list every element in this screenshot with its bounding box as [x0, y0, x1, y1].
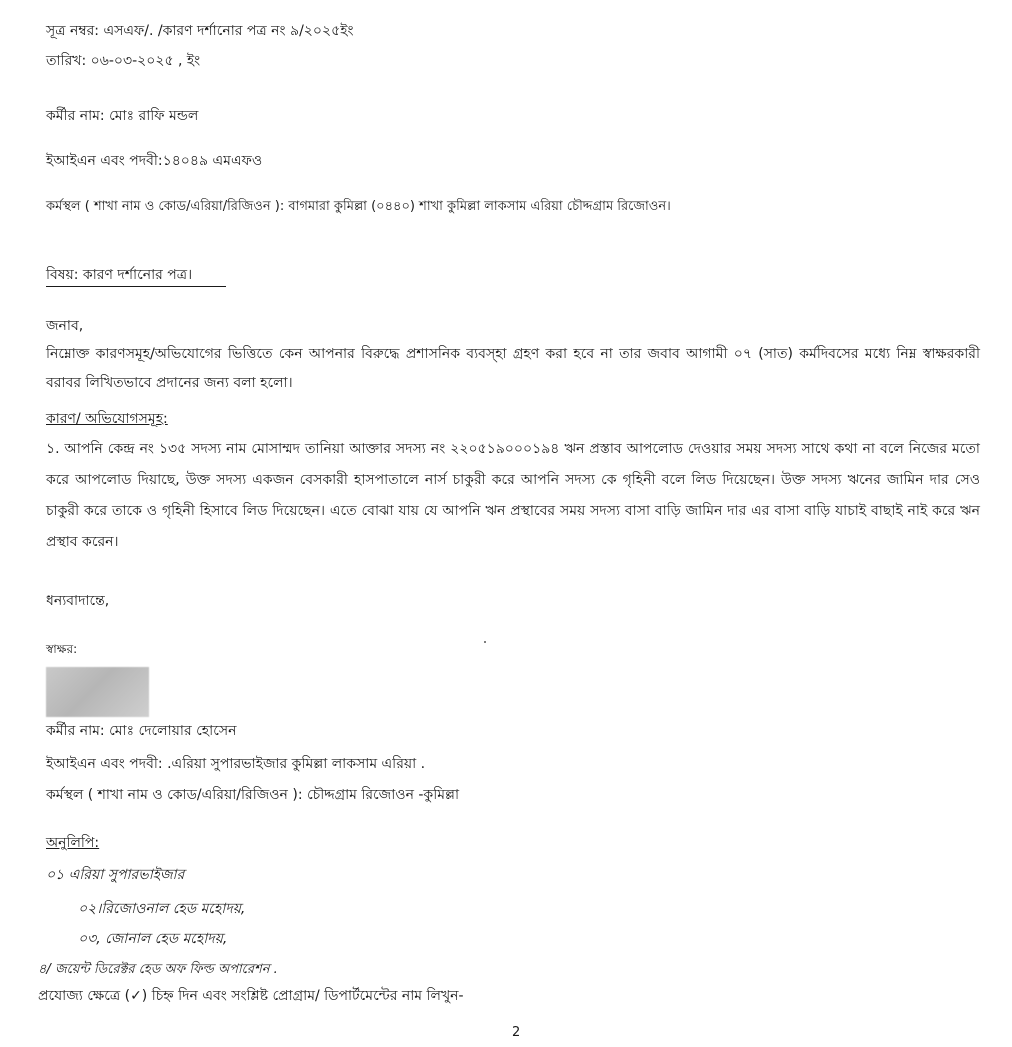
copy-item: ০৩, জোনাল হেড মহোদয়,: [78, 931, 228, 947]
subject-line: বিষয়: কারণ দর্শানোর পত্র।: [46, 267, 193, 283]
stray-mark: [484, 641, 486, 643]
letter-date: তারিখ: ০৬-০৩-২০২৫ , ইং: [46, 53, 201, 69]
reference-number: সূত্র নম্বর: এসএফ/. /কারণ দর্শানোর পত্র নং ৯/২০২৫ইং: [46, 23, 354, 39]
reason-item: ১. আপনি কেন্দ্র নং ১৩৫ সদস্য নাম মোসাম্মদ তানিয়া আক্তার সদস্য নং ২২০৫১৯০০০১৯৪ ঋন প্রস্তাব আপলোড দেওয়ার সময় সদস্য সাথে কথা না বলে নিজের মতো করে আপলোড দিয়াছে, উক্ত সদস্য একজন বেসকারী হাসপাতালে নার্স চাকুরী করে আপনি সদস্য কে গৃহিনী বলে লিড দিয়েছেন। উক্ত সদস্য ঋনের জামিন দার সেও চাকুরী করে তাকে ও গৃহিনী হিসাবে লিড দিয়েছেন। এতে বোঝা যায় যে আপনি ঋন প্রস্থাবের সময় সদস্য বাসা বাড়ি জামিন দার এর বাসা বাড়ি যাচাই বাছাই নাই করে ঋন প্রস্থাব করেন।: [46, 441, 980, 550]
closing: ধন্যবাদান্তে,: [46, 593, 110, 609]
page-number: 2: [512, 1025, 521, 1040]
subject-underline: [46, 286, 226, 287]
employee-workplace: কর্মস্থল ( শাখা নাম ও কোড/এরিয়া/রিজিওন ): বাগমারা কুমিল্লা (০৪৪০) শাখা কুমিল্লা লাকসাম এরিয়া চৌদ্দগ্রাম রিজোওন।: [46, 199, 671, 214]
signature-label: স্বাক্ষর:: [46, 642, 78, 656]
signature-image: [46, 667, 149, 717]
employee-ein-designation: ইআইএন এবং পদবী:১৪০৪৯ এমএফও: [46, 153, 263, 169]
copies-note: প্রযোজ্য ক্ষেত্রে (✓) চিহ্ন দিন এবং সংশ্লিষ্ট প্রোগ্রাম/ ডিপার্টমেন্টের নাম লিখুন-: [38, 988, 464, 1004]
copy-item: ০২।রিজোওনাল হেড মহোদয়,: [78, 901, 246, 917]
salutation: জনাব,: [46, 318, 84, 334]
employee-name: কর্মীর নাম: মোঃ রাফি মন্ডল: [46, 108, 199, 124]
copies-heading: অনুলিপি:: [46, 835, 100, 851]
copy-item: ০১ এরিয়া সুপারভাইজার: [46, 867, 185, 883]
copy-item: ৪/ জয়েন্ট ডিরেক্টর হেড অফ ফিল্ড অপারেশন .: [38, 962, 278, 977]
intro-paragraph: নিম্নোক্ত কারণসমূহ/অভিযোগের ভিত্তিতে কেন আপনার বিরুদ্ধে প্রশাসনিক ব্যবস্হা গ্রহণ করা হবে না তার জবাব আগামী ০৭ (সাত) কর্মদিবসের মধ্যে নিম্ন স্বাক্ষরকারী বরাবর লিখিতভাবে প্রদানের জন্য বলা হলো।: [46, 346, 980, 391]
signer-workplace: কর্মস্থল ( শাখা নাম ও কোড/এরিয়া/রিজিওন ): চৌদ্দগ্রাম রিজোওন -কুমিল্লা: [46, 787, 460, 803]
signer-name: কর্মীর নাম: মোঃ দেলোয়ার হোসেন: [46, 723, 237, 739]
reasons-heading: কারণ/ অভিযোগসমূহ:: [46, 411, 168, 427]
signer-ein-designation: ইআইএন এবং পদবী: .এরিয়া সুপারভাইজার কুমিল্লা লাকসাম এরিয়া .: [46, 756, 426, 772]
